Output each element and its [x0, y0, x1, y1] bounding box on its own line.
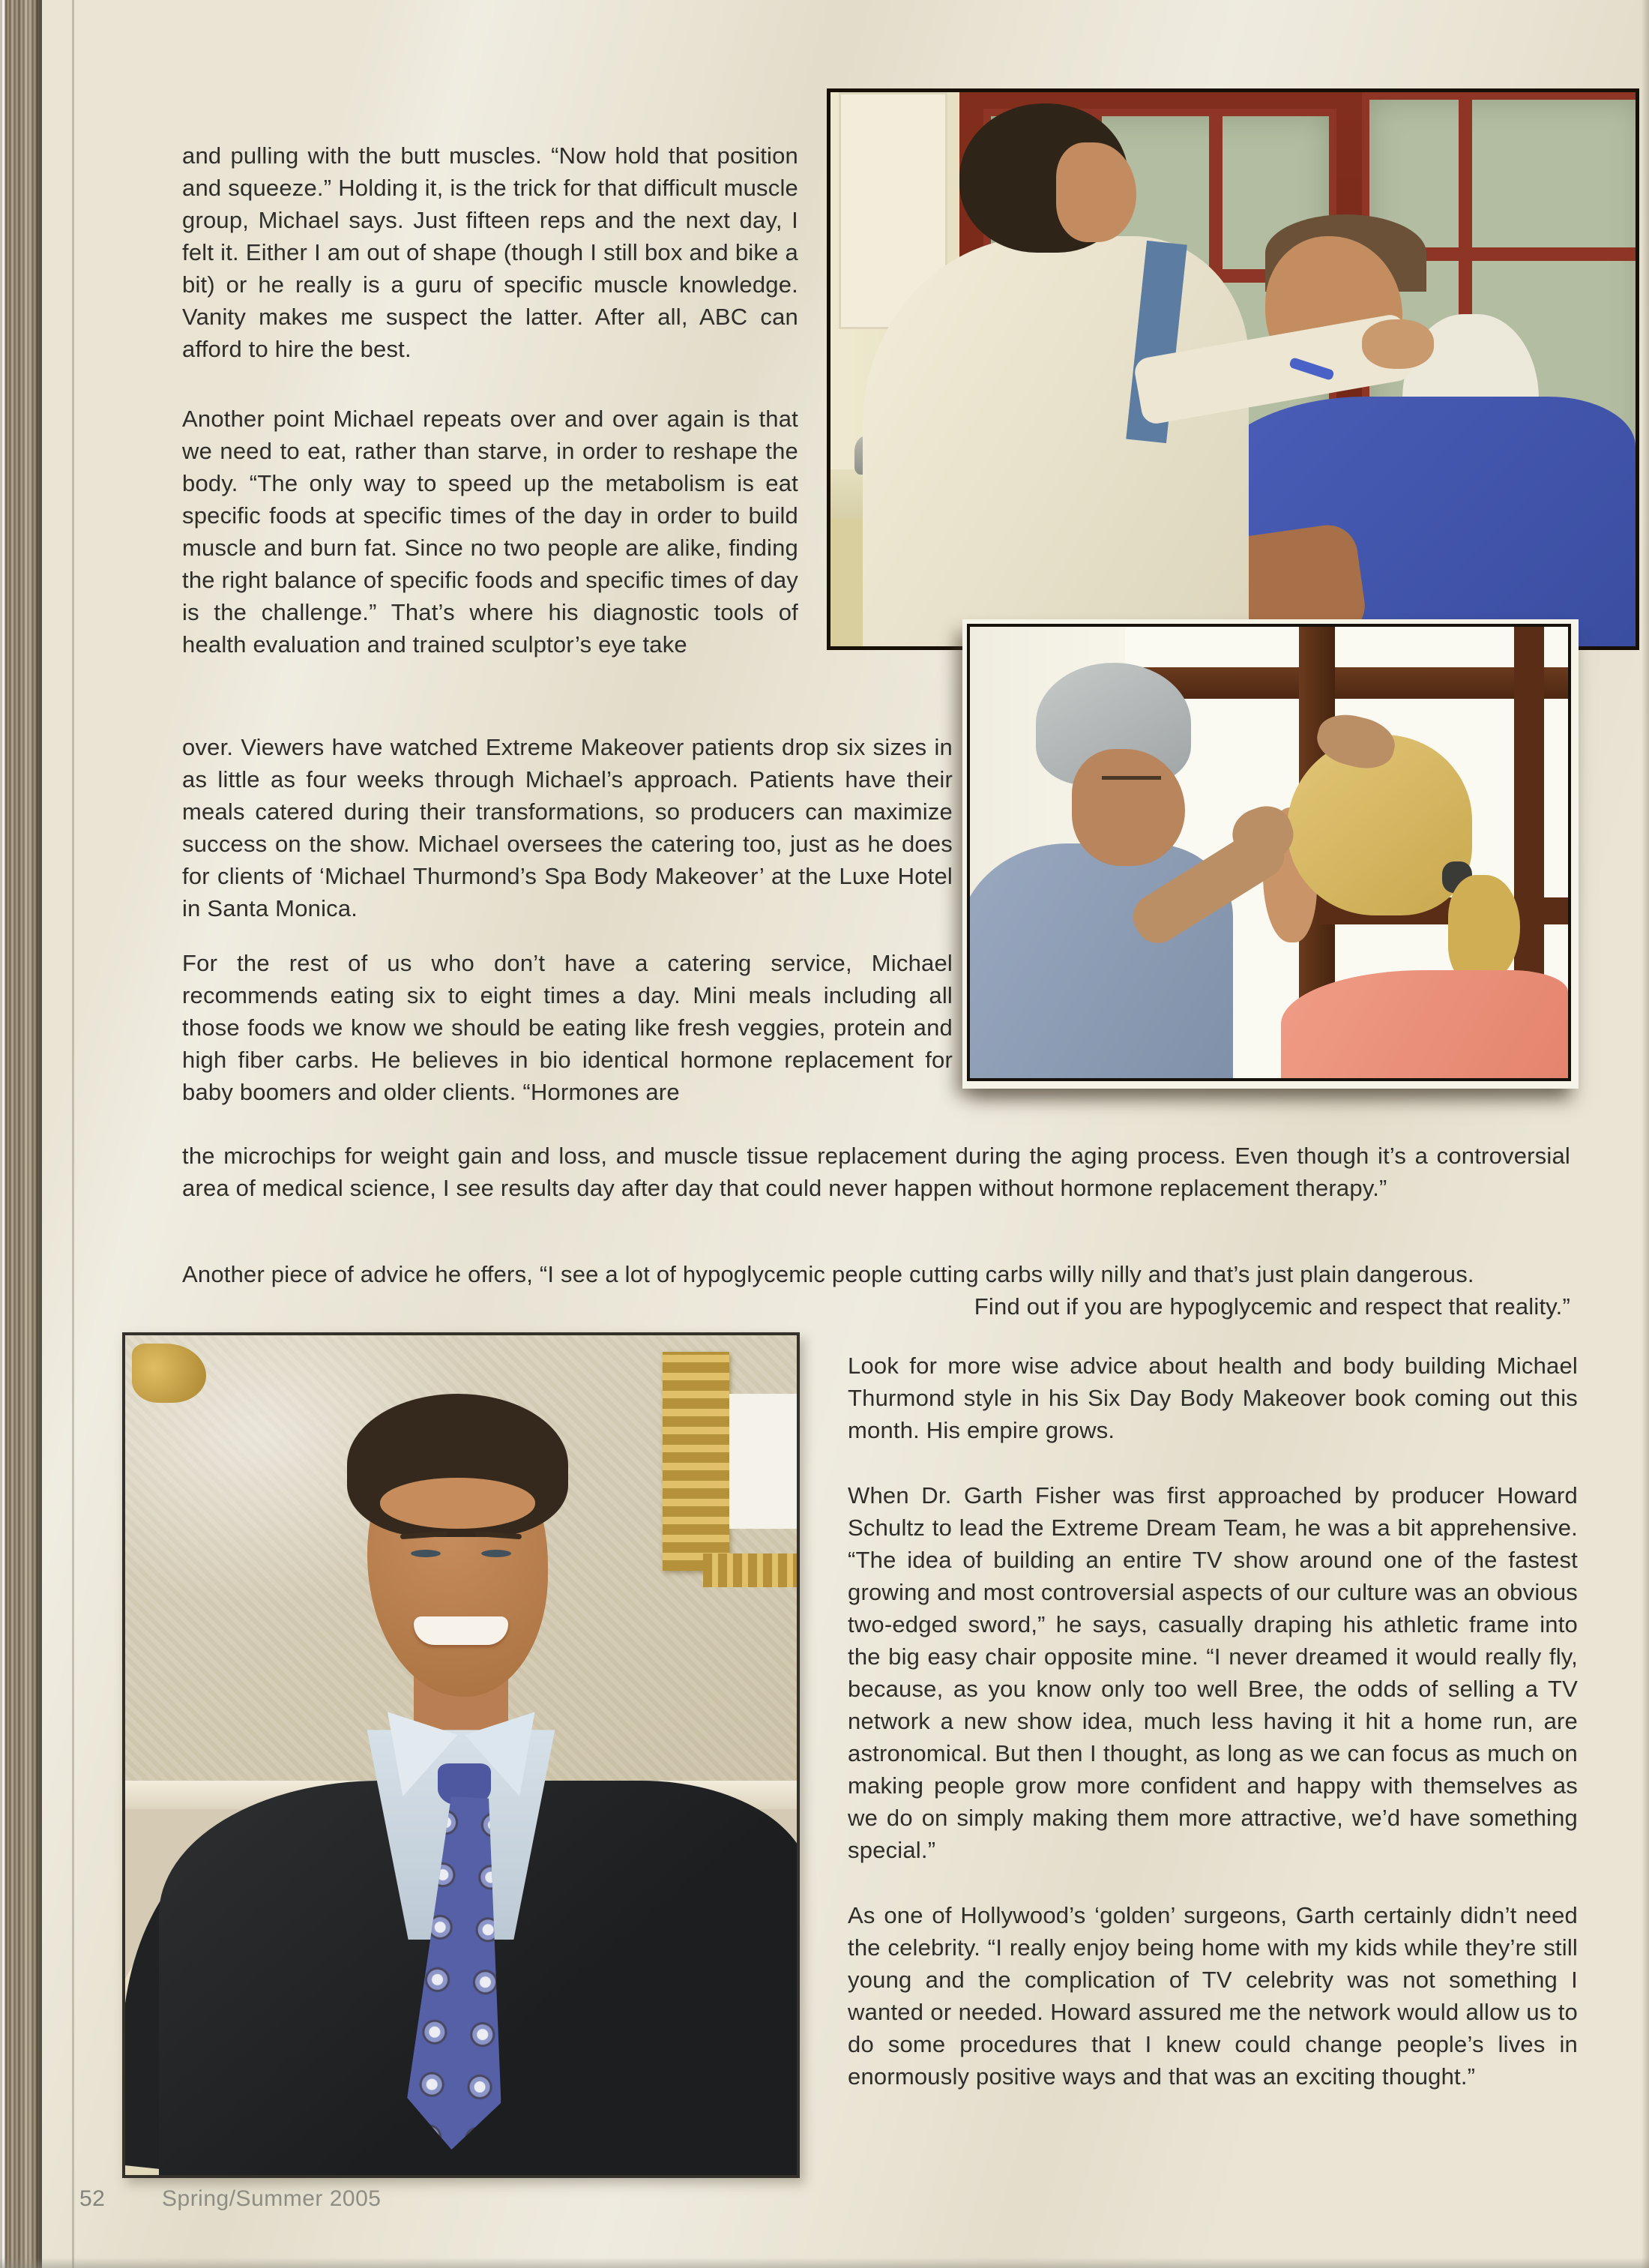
woman-pink-top — [1281, 970, 1568, 1078]
eye — [481, 1550, 511, 1557]
doctor-white-coat — [863, 236, 1249, 646]
forehead — [380, 1478, 534, 1528]
paragraph-eat-not-starve: Another point Michael repeats over and over again is that we need to eat, rather than starve, in order to reshape the body. “The only way to speed up the metabolism is eat specific foods at specific times of the day in order to build muscle and burn fat. Since no two people are alike, finding the right balance of specific foods and specific times of day is the challenge.” That’s where his diagnostic tools of health evaluation and trained sculptor’s eye take — [182, 406, 798, 658]
binding-rule-line — [39, 0, 42, 2268]
mirror-glass — [729, 1394, 797, 1528]
paragraph-extreme-makeover-patients: over. Viewers have watched Extreme Makeover patients drop six sizes in as little as four weeks through Michael’s approach. Patients have their meals catered during their transformations, so producers can maximize success on the show. Michael oversees the catering too, just as he does for clients of ‘Michael Thurmond’s Spa Body Makeover’ at the Luxe Hotel in Santa Monica. — [182, 734, 953, 921]
binding-faint-line — [72, 0, 74, 2268]
paragraph-pulling-butt-muscles: and pulling with the butt muscles. “Now hold that position and squeeze.” Holding it, is the trick for that difficult muscle group, Michael says. Just fifteen reps and the next day, I felt it. Either I am out of shape (though I still box and bike a bit) or he really is a guru of specific muscle knowledge. Vanity makes me suspect the latter. After all, ABC can afford to hire the best. — [182, 142, 798, 362]
advice-line-2: Find out if you are hypoglycemic and respect that reality.” — [974, 1293, 1570, 1320]
paragraph-six-day-body-makeover: Look for more wise advice about health and body building Michael Thurmond style in his Six Day Body Makeover book coming out this month. His empire grows. — [848, 1353, 1578, 1443]
gold-mirror-frame — [663, 1352, 730, 1570]
ponytail — [1448, 875, 1520, 983]
left-column-narrow — [182, 139, 798, 661]
paragraph-hormones: the microchips for weight gain and loss, and muscle tissue replacement during the aging process. Even though it’s a controversial area of medical science, I see results day after day that could never happen without hormone replacement therapy.” — [182, 1143, 1570, 1201]
doctor-hand — [1362, 319, 1435, 370]
gold-mirror-frame-bottom — [703, 1553, 797, 1587]
page-number: 52 — [79, 2186, 106, 2211]
page-binding-edge — [0, 0, 39, 2268]
clinic-exam-photo — [827, 88, 1639, 650]
full-width-block — [182, 1140, 1570, 1204]
advice-line-1: Another piece of advice he offers, “I see a lot of hypoglycemic people cutting carbs willy nilly and that’s just plain dangerous. — [182, 1261, 1474, 1287]
paragraph-mini-meals: For the rest of us who don’t have a catering service, Michael recommends eating six to eight times a day. Mini meals including all those foods we know we should be eating like fresh veggies, protein and high fiber carbs. He believes in bio identical hormone replacement for baby boomers and older clients. “Hormones are — [182, 950, 953, 1105]
issue-label: Spring/Summer 2005 — [162, 2186, 382, 2211]
chandelier-ornament — [132, 1344, 206, 1402]
eye — [411, 1550, 441, 1557]
page-bottom-shadow — [0, 2258, 1649, 2268]
left-column-wide — [182, 731, 953, 1108]
surgery-prep-photo — [967, 624, 1571, 1081]
paragraph-garth-fisher-approached: When Dr. Garth Fisher was first approached by producer Howard Schultz to lead the Extreme Dream Team, he was a bit apprehensive. “The idea of building an entire TV show around one of the fastest growing and most controversial aspects of our culture was an obvious two-edged sword,” he says, casually draping his athletic frame into the big easy chair opposite mine. “I never dreamed it would really fly, because, as you know only too well Bree, the odds of selling a TV network a new show idea, much less having it hit a home run, are astronomical. But then I thought, as long as we can focus as much on making people grow more confident and happy with themselves as we do on simply making them more attractive, we’d have something special.” — [848, 1482, 1578, 1863]
garth-fisher-portrait-photo — [122, 1332, 800, 2178]
surgery-photo-mat — [962, 619, 1579, 1089]
paragraph-golden-surgeons: As one of Hollywood’s ‘golden’ surgeons, Garth certainly didn’t need the celebrity. “I really enjoy being home with my kids while they’re still young and the complication of TV celebrity was not something I wanted or needed. Howard assured me the network would allow us to do some procedures that I knew could change people’s lives in enormously positive ways and that was an exciting thought.” — [848, 1902, 1578, 2090]
smile — [414, 1616, 507, 1645]
right-column — [848, 1350, 1578, 2093]
page-right-shadow — [1642, 0, 1649, 2268]
surgeon-brow — [1102, 776, 1162, 780]
